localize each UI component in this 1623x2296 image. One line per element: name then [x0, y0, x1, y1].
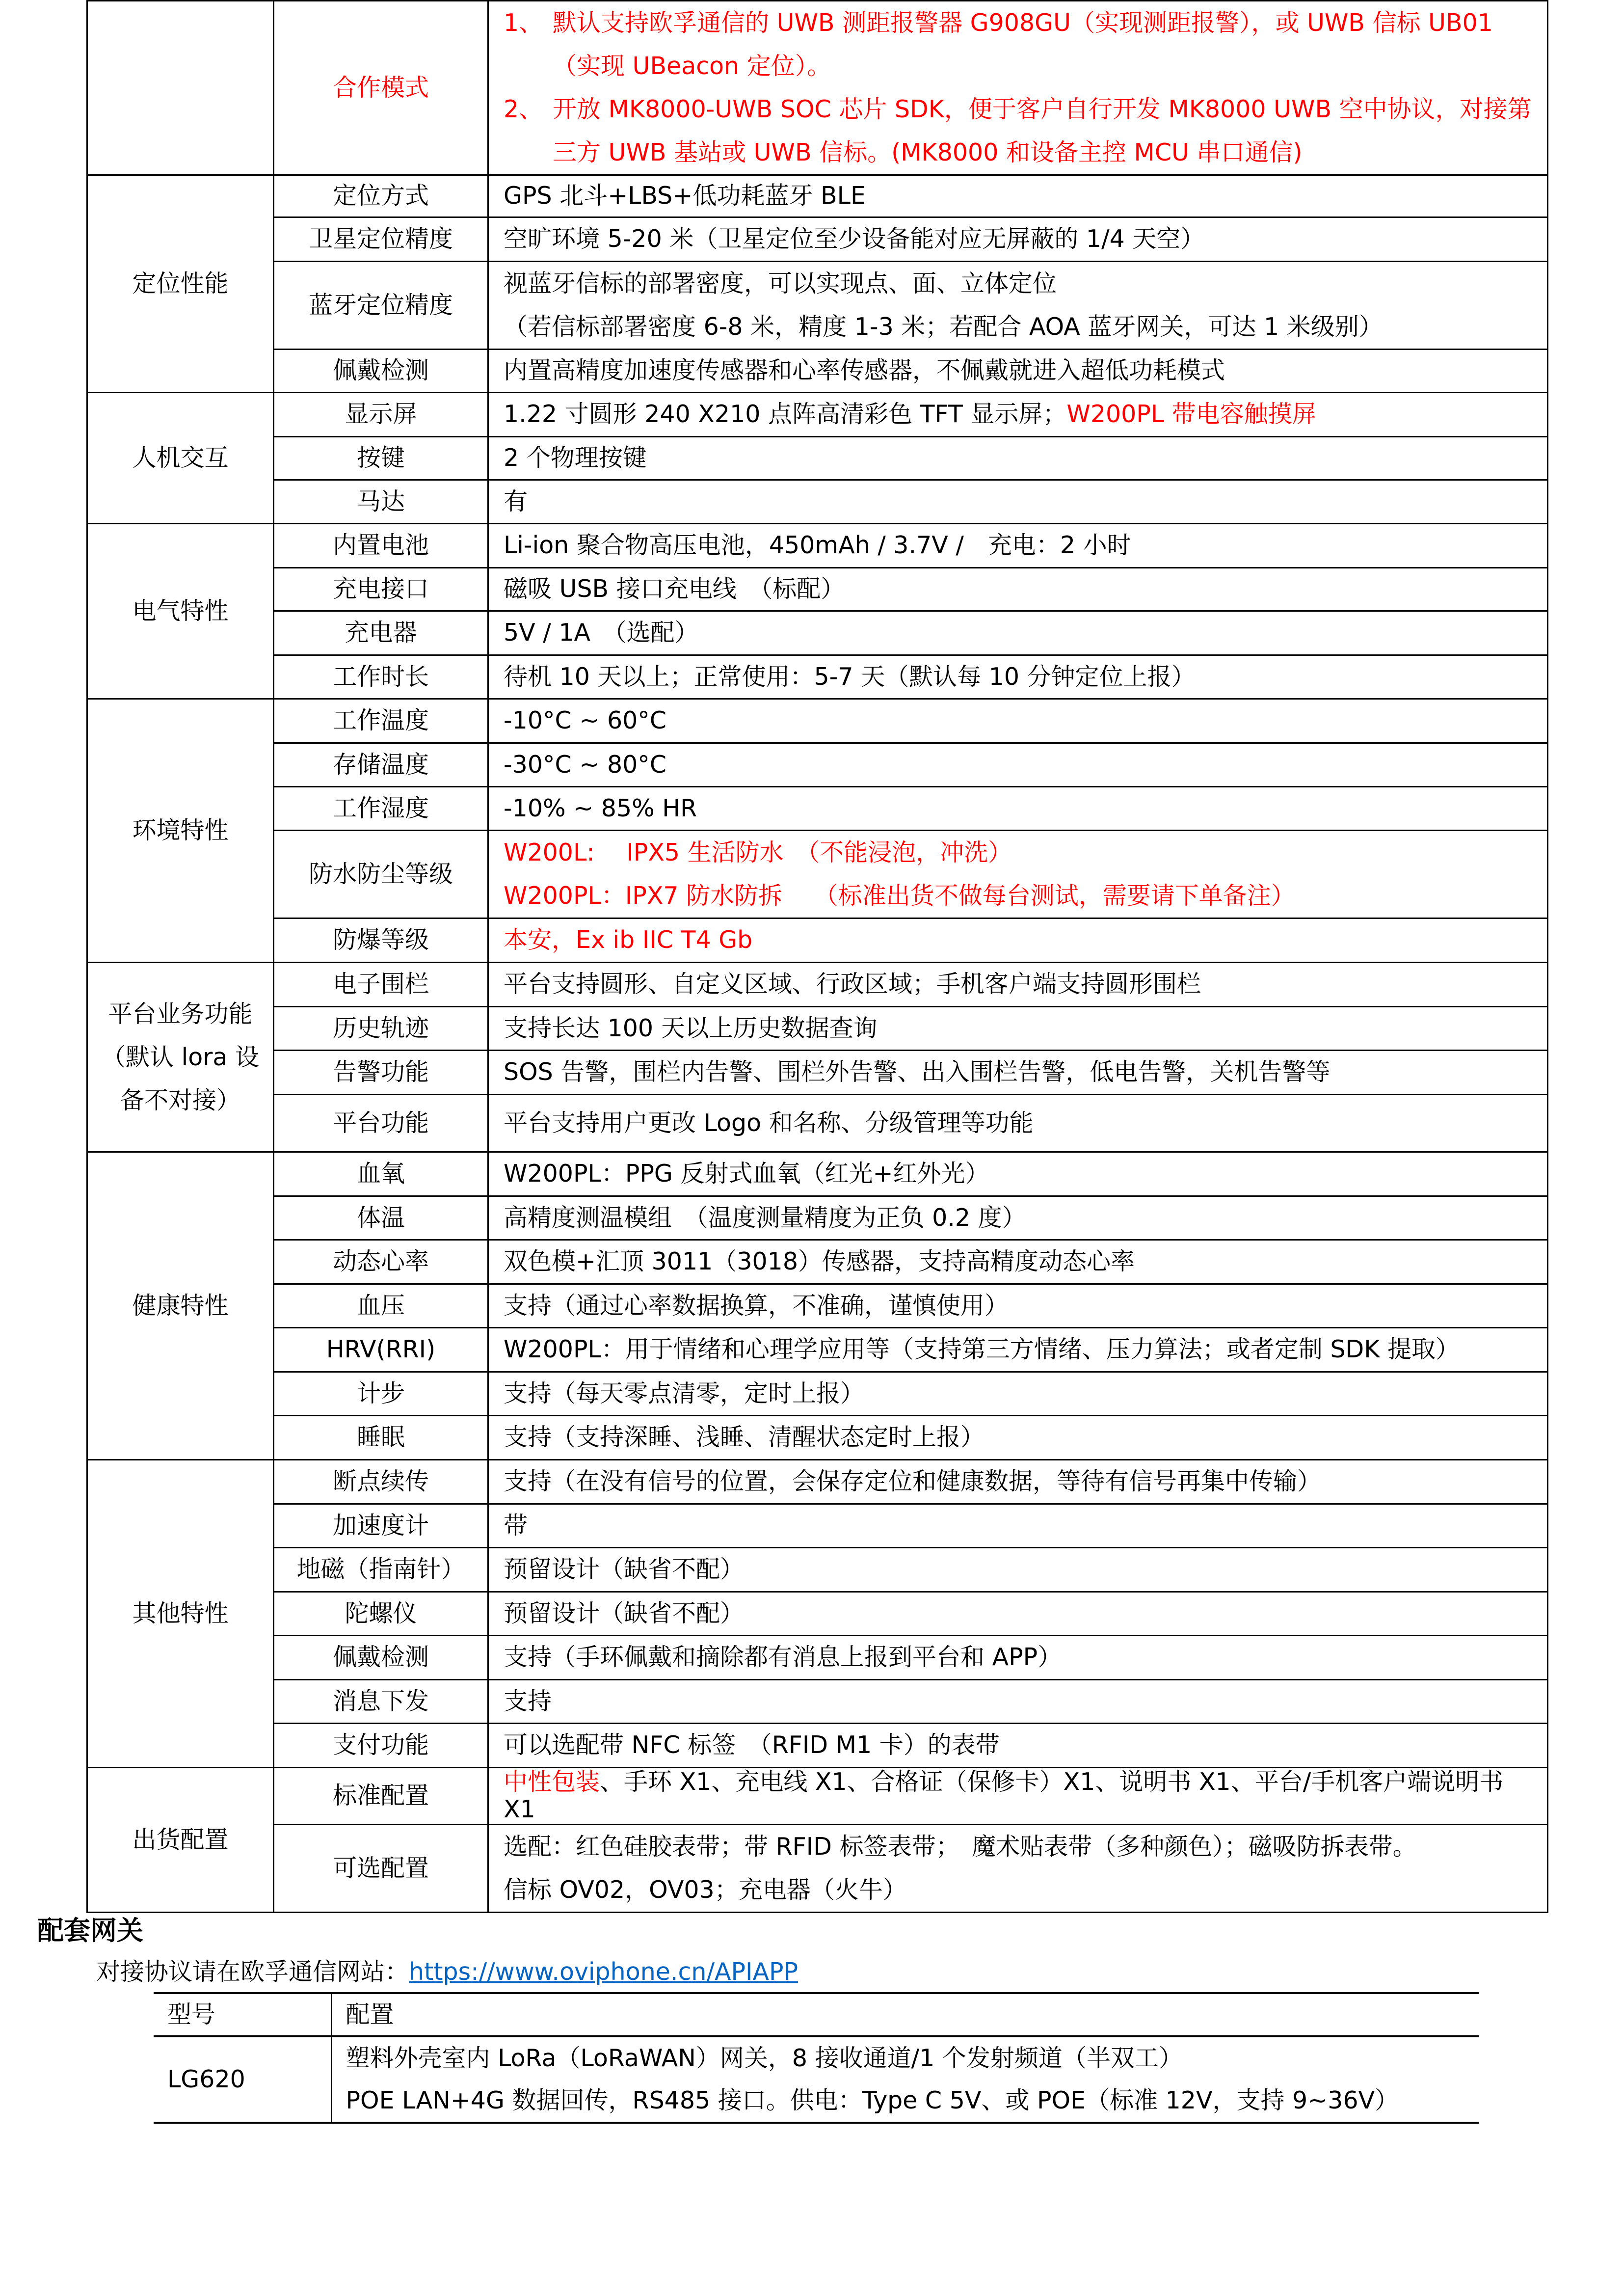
row-value: 可以选配带 NFC 标签 （RFID M1 卡）的表带: [488, 1724, 1548, 1768]
table-row: [87, 1, 1548, 175]
category-cell: 电气特性: [87, 524, 274, 699]
row-label: 按键: [274, 437, 488, 480]
spec-table: [86, 0, 1548, 1913]
row-value: 高精度测温模组 （温度测量精度为正负 0.2 度）: [488, 1196, 1548, 1240]
row-value: 2 个物理按键: [488, 437, 1548, 480]
table-row: [87, 655, 1548, 699]
gateway-config: 塑料外壳室内 LoRa（LoRaWAN）网关，8 接收通道/1 个发射频道（半双工） POE LAN+4G 数据回传，RS485 接口。供电：Type C 5V、或 POE（标准 12V，支持 9~36V）: [331, 2036, 1479, 2123]
table-row: [87, 393, 1548, 437]
row-value: [488, 1, 1548, 175]
row-value: 支持（支持深睡、浅睡、清醒状态定时上报）: [488, 1416, 1548, 1460]
table-row: [87, 1372, 1548, 1416]
table-row: [87, 568, 1548, 611]
table-row: [87, 963, 1548, 1007]
table-row: [87, 1328, 1548, 1372]
row-value: 平台支持圆形、自定义区域、行政区域；手机客户端支持圆形围栏: [488, 963, 1548, 1007]
table-row: [87, 1460, 1548, 1504]
row-value: 1.22 寸圆形 240 X210 点阵高清彩色 TFT 显示屏；W200PL 带电容触摸屏: [488, 393, 1548, 437]
row-label: 马达: [274, 480, 488, 524]
row-value: 预留设计（缺省不配）: [488, 1592, 1548, 1636]
table-header-row: [154, 1993, 1479, 2036]
category-cell: [87, 1, 274, 175]
table-row: [87, 1051, 1548, 1095]
row-value: 支持（手环佩戴和摘除都有消息上报到平台和 APP）: [488, 1636, 1548, 1680]
table-row: [87, 1680, 1548, 1724]
table-row: [87, 437, 1548, 480]
table-row: [87, 1824, 1548, 1912]
row-value: 视蓝牙信标的部署密度，可以实现点、面、立体定位 （若信标部署密度 6-8 米，精度 1-3 米；若配合 AOA 蓝牙网关，可达 1 米级别）: [488, 262, 1548, 350]
row-value: 支持: [488, 1680, 1548, 1724]
row-label: 标准配置: [274, 1768, 488, 1825]
row-value: 中性包装、手环 X1、充电线 X1、合格证（保修卡）X1、说明书 X1、平台/手机客户端说明书 X1: [488, 1768, 1548, 1825]
row-label: 工作时长: [274, 655, 488, 699]
gateway-table: [154, 1992, 1479, 2124]
table-row: [154, 2036, 1479, 2123]
row-value: 支持（每天零点清零，定时上报）: [488, 1372, 1548, 1416]
row-label: 内置电池: [274, 524, 488, 568]
table-row: [87, 350, 1548, 393]
category-cell: 人机交互: [87, 393, 274, 524]
row-value: 磁吸 USB 接口充电线 （标配）: [488, 568, 1548, 611]
row-label: 睡眠: [274, 1416, 488, 1460]
row-value: Li-ion 聚合物高压电池，450mAh / 3.7V / 充电：2 小时: [488, 524, 1548, 568]
row-value: W200L: IPX5 生活防水 （不能浸泡，冲洗） W200PL：IPX7 防水防拆 （标准出货不做每台测试，需要请下单备注）: [488, 831, 1548, 918]
row-value: 支持（通过心率数据换算，不准确，谨慎使用）: [488, 1284, 1548, 1328]
category-cell: 出货配置: [87, 1768, 274, 1913]
row-value: -10°C ~ 60°C: [488, 699, 1548, 743]
row-label: 地磁（指南针）: [274, 1548, 488, 1592]
row-label: 充电器: [274, 611, 488, 655]
row-label: 血氧: [274, 1152, 488, 1196]
row-label: 断点续传: [274, 1460, 488, 1504]
row-value: 带: [488, 1504, 1548, 1548]
row-value: 内置高精度加速度传感器和心率传感器，不佩戴就进入超低功耗模式: [488, 350, 1548, 393]
row-value: 支持长达 100 天以上历史数据查询: [488, 1007, 1548, 1051]
table-row: [87, 1196, 1548, 1240]
table-row: [87, 611, 1548, 655]
row-label: 佩戴检测: [274, 350, 488, 393]
row-value: W200PL：用于情绪和心理学应用等（支持第三方情绪、压力算法；或者定制 SDK 提取）: [488, 1328, 1548, 1372]
row-value: 有: [488, 480, 1548, 524]
row-value: 支持（在没有信号的位置，会保存定位和健康数据，等待有信号再集中传输）: [488, 1460, 1548, 1504]
row-label: 工作温度: [274, 699, 488, 743]
row-label: 存储温度: [274, 743, 488, 787]
row-label: 卫星定位精度: [274, 217, 488, 262]
protocol-note: 对接协议请在欧孚通信网站：https://www.oviphone.cn/APIAPP: [96, 1958, 798, 1986]
category-cell: 环境特性: [87, 699, 274, 963]
row-value: 空旷环境 5-20 米（卫星定位至少设备能对应无屏蔽的 1/4 天空）: [488, 217, 1548, 262]
row-value: -10% ~ 85% HR: [488, 787, 1548, 831]
section-title: 配套网关: [37, 1915, 143, 1946]
row-label: 定位方式: [274, 175, 488, 217]
row-label: 合作模式: [274, 1, 488, 175]
row-label: 蓝牙定位精度: [274, 262, 488, 350]
row-label: 陀螺仪: [274, 1592, 488, 1636]
row-label: 平台功能: [274, 1095, 488, 1152]
row-value: W200PL：PPG 反射式血氧（红光+红外光）: [488, 1152, 1548, 1196]
category-cell: 平台业务功能 （默认 lora 设 备不对接）: [87, 963, 274, 1152]
table-row: [87, 918, 1548, 963]
table-row: [87, 743, 1548, 787]
table-row: [87, 217, 1548, 262]
row-value: GPS 北斗+LBS+低功耗蓝牙 BLE: [488, 175, 1548, 217]
table-row: [87, 1504, 1548, 1548]
list-item: 1、 默认支持欧孚通信的 UWB 测距报警器 G908GU（实现测距报警），或 UWB 信标 UB01（实现 UBeacon 定位）。: [504, 9, 1493, 80]
column-header-config: 配置: [331, 1993, 1479, 2036]
table-row: [87, 1416, 1548, 1460]
table-row: [87, 524, 1548, 568]
table-row: [87, 1095, 1548, 1152]
table-row: [87, 699, 1548, 743]
row-label: 工作湿度: [274, 787, 488, 831]
row-label: 告警功能: [274, 1051, 488, 1095]
table-row: [87, 1284, 1548, 1328]
table-row: [87, 1768, 1548, 1825]
row-label: 血压: [274, 1284, 488, 1328]
table-row: [87, 175, 1548, 217]
row-label: 消息下发: [274, 1680, 488, 1724]
table-row: [87, 1548, 1548, 1592]
table-row: [87, 831, 1548, 918]
category-cell: 定位性能: [87, 175, 274, 393]
column-header-model: 型号: [154, 1993, 331, 2036]
table-row: [87, 1152, 1548, 1196]
row-label: 防水防尘等级: [274, 831, 488, 918]
gateway-model: LG620: [154, 2036, 331, 2123]
category-cell: 其他特性: [87, 1460, 274, 1768]
row-label: 显示屏: [274, 393, 488, 437]
table-row: [87, 787, 1548, 831]
row-label: 动态心率: [274, 1240, 488, 1284]
table-row: [87, 1636, 1548, 1680]
list-item: 2、 开放 MK8000-UWB SOC 芯片 SDK，便于客户自行开发 MK8000 UWB 空中协议，对接第三方 UWB 基站或 UWB 信标。(MK8000 和设备主控 MCU 串口通信): [504, 95, 1532, 166]
row-value: -30°C ~ 80°C: [488, 743, 1548, 787]
table-row: [87, 262, 1548, 350]
table-row: [87, 1592, 1548, 1636]
api-link[interactable]: https://www.oviphone.cn/APIAPP: [409, 1958, 798, 1986]
row-label: 体温: [274, 1196, 488, 1240]
row-value: 平台支持用户更改 Logo 和名称、分级管理等功能: [488, 1095, 1548, 1152]
row-value: 双色模+汇顶 3011（3018）传感器，支持高精度动态心率: [488, 1240, 1548, 1284]
row-value: 本安，Ex ib IIC T4 Gb: [488, 918, 1548, 963]
row-label: 计步: [274, 1372, 488, 1416]
row-value: 预留设计（缺省不配）: [488, 1548, 1548, 1592]
row-label: 加速度计: [274, 1504, 488, 1548]
row-label: 历史轨迹: [274, 1007, 488, 1051]
row-value: SOS 告警，围栏内告警、围栏外告警、出入围栏告警，低电告警，关机告警等: [488, 1051, 1548, 1095]
category-cell: 健康特性: [87, 1152, 274, 1460]
row-label: 充电接口: [274, 568, 488, 611]
table-row: [87, 1724, 1548, 1768]
table-row: [87, 480, 1548, 524]
table-row: [87, 1007, 1548, 1051]
row-value: 选配：红色硅胶表带；带 RFID 标签表带； 魔术贴表带（多种颜色）；磁吸防拆表带。 信标 OV02，OV03；充电器（火牛）: [488, 1824, 1548, 1912]
row-label: 佩戴检测: [274, 1636, 488, 1680]
row-label: 防爆等级: [274, 918, 488, 963]
row-label: HRV(RRI): [274, 1328, 488, 1372]
row-label: 可选配置: [274, 1824, 488, 1912]
row-label: 电子围栏: [274, 963, 488, 1007]
row-value: 5V / 1A （选配）: [488, 611, 1548, 655]
row-value: 待机 10 天以上；正常使用：5-7 天（默认每 10 分钟定位上报）: [488, 655, 1548, 699]
row-label: 支付功能: [274, 1724, 488, 1768]
table-row: [87, 1240, 1548, 1284]
